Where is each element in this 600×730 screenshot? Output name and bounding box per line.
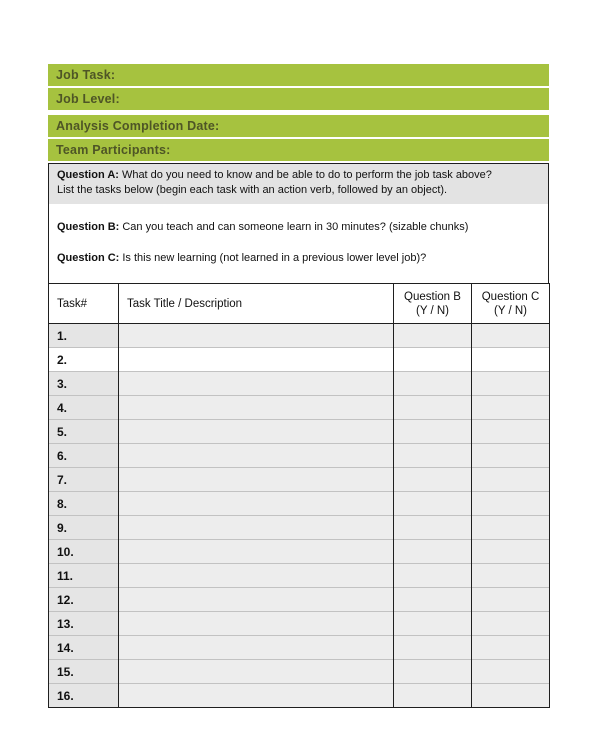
analysis-completion-date-field[interactable]: [48, 115, 549, 137]
team-participants-label: Team Participants:: [56, 143, 171, 157]
task-number-cell: 12.: [49, 588, 119, 612]
question-a-label: Question A:: [57, 169, 119, 181]
task-number-cell: 5.: [49, 420, 119, 444]
question-b-answer-cell[interactable]: [394, 492, 472, 516]
question-c-answer-cell[interactable]: [472, 396, 550, 420]
task-title-cell[interactable]: [119, 636, 394, 660]
question-c-answer-cell[interactable]: [472, 564, 550, 588]
task-title-cell[interactable]: [119, 324, 394, 348]
question-b-answer-cell[interactable]: [394, 660, 472, 684]
question-b-label: Question B:: [57, 221, 120, 233]
task-table: [48, 283, 550, 708]
task-number-cell: 10.: [49, 540, 119, 564]
task-row: [49, 612, 550, 636]
question-c-answer-cell[interactable]: [472, 348, 550, 372]
task-number-cell: 4.: [49, 396, 119, 420]
question-b-text: Can you teach and can someone learn in 30 minutes? (sizable chunks): [122, 221, 469, 233]
task-row: [49, 420, 550, 444]
question-b-answer-cell[interactable]: [394, 324, 472, 348]
task-title-cell[interactable]: [119, 468, 394, 492]
task-title-cell[interactable]: [119, 348, 394, 372]
task-row: [49, 636, 550, 660]
question-a-block: [49, 164, 548, 204]
team-participants-field[interactable]: [48, 139, 549, 161]
question-c-answer-cell[interactable]: [472, 372, 550, 396]
task-number-cell: 2.: [49, 348, 119, 372]
question-c-answer-cell[interactable]: [472, 516, 550, 540]
task-title-cell[interactable]: [119, 516, 394, 540]
question-b-answer-cell[interactable]: [394, 468, 472, 492]
questions-section: [48, 163, 549, 284]
task-title-cell[interactable]: [119, 444, 394, 468]
form-content: [48, 64, 549, 708]
task-title-cell[interactable]: [119, 492, 394, 516]
task-number-cell: 8.: [49, 492, 119, 516]
task-title-cell[interactable]: [119, 612, 394, 636]
task-row: [49, 564, 550, 588]
question-c-answer-cell[interactable]: [472, 612, 550, 636]
question-c-answer-cell[interactable]: [472, 540, 550, 564]
job-task-label: Job Task:: [56, 68, 116, 82]
question-c-answer-cell[interactable]: [472, 684, 550, 708]
question-b-answer-cell[interactable]: [394, 684, 472, 708]
question-b-answer-cell[interactable]: [394, 588, 472, 612]
question-b-answer-cell[interactable]: [394, 372, 472, 396]
task-row: [49, 372, 550, 396]
task-number-header: Task#: [49, 284, 119, 324]
task-row: [49, 396, 550, 420]
task-number-cell: 6.: [49, 444, 119, 468]
question-c-header: [472, 284, 550, 324]
question-b-header: [394, 284, 472, 324]
task-title-header: Task Title / Description: [119, 284, 394, 324]
question-b-answer-cell[interactable]: [394, 516, 472, 540]
task-title-cell[interactable]: [119, 396, 394, 420]
question-c-answer-cell[interactable]: [472, 660, 550, 684]
task-title-cell[interactable]: [119, 564, 394, 588]
task-number-cell: 1.: [49, 324, 119, 348]
task-table-body: [49, 324, 550, 708]
question-b-answer-cell[interactable]: [394, 636, 472, 660]
task-table-header-row: [49, 284, 550, 324]
question-c-header-line2: (Y / N): [493, 304, 527, 317]
task-title-cell[interactable]: [119, 540, 394, 564]
job-task-field[interactable]: [48, 64, 549, 86]
task-row: [49, 492, 550, 516]
task-number-cell: 11.: [49, 564, 119, 588]
question-b-header-line2: (Y / N): [415, 304, 449, 317]
question-c-answer-cell[interactable]: [472, 468, 550, 492]
task-row: [49, 660, 550, 684]
question-c-answer-cell[interactable]: [472, 324, 550, 348]
task-row: [49, 468, 550, 492]
question-b-answer-cell[interactable]: [394, 420, 472, 444]
analysis-completion-date-label: Analysis Completion Date:: [56, 119, 220, 133]
task-number-cell: 9.: [49, 516, 119, 540]
question-c-header-line1: Question C: [481, 290, 540, 303]
task-number-cell: 16.: [49, 684, 119, 708]
question-b-answer-cell[interactable]: [394, 396, 472, 420]
task-title-cell[interactable]: [119, 372, 394, 396]
task-number-cell: 13.: [49, 612, 119, 636]
task-row: [49, 588, 550, 612]
task-row: [49, 348, 550, 372]
question-b-answer-cell[interactable]: [394, 348, 472, 372]
question-b-answer-cell[interactable]: [394, 612, 472, 636]
question-b-answer-cell[interactable]: [394, 444, 472, 468]
task-number-cell: 3.: [49, 372, 119, 396]
question-a-line: [57, 168, 540, 183]
job-level-field[interactable]: [48, 88, 549, 110]
task-row: [49, 540, 550, 564]
question-b-header-line1: Question B: [404, 290, 461, 303]
question-c-label: Question C:: [57, 252, 120, 264]
task-title-cell[interactable]: [119, 684, 394, 708]
task-title-cell[interactable]: [119, 660, 394, 684]
question-c-line: [49, 251, 548, 266]
job-level-label: Job Level:: [56, 92, 120, 106]
task-row: [49, 444, 550, 468]
question-c-answer-cell[interactable]: [472, 492, 550, 516]
question-a-subtext: List the tasks below (begin each task with an action verb, followed by an object).: [57, 184, 448, 196]
question-b-answer-cell[interactable]: [394, 564, 472, 588]
task-title-cell[interactable]: [119, 588, 394, 612]
task-title-cell[interactable]: [119, 420, 394, 444]
question-b-answer-cell[interactable]: [394, 540, 472, 564]
task-row: [49, 324, 550, 348]
question-c-answer-cell[interactable]: [472, 636, 550, 660]
task-row: [49, 516, 550, 540]
question-c-answer-cell[interactable]: [472, 444, 550, 468]
task-number-cell: 7.: [49, 468, 119, 492]
task-number-cell: 15.: [49, 660, 119, 684]
question-c-text: Is this new learning (not learned in a previous lower level job)?: [122, 252, 427, 264]
question-c-answer-cell[interactable]: [472, 420, 550, 444]
question-a-text: What do you need to know and be able to do to perform the job task above?: [121, 169, 492, 181]
question-c-answer-cell[interactable]: [472, 588, 550, 612]
task-number-cell: 14.: [49, 636, 119, 660]
question-b-line: [49, 220, 548, 235]
task-row: [49, 684, 550, 708]
